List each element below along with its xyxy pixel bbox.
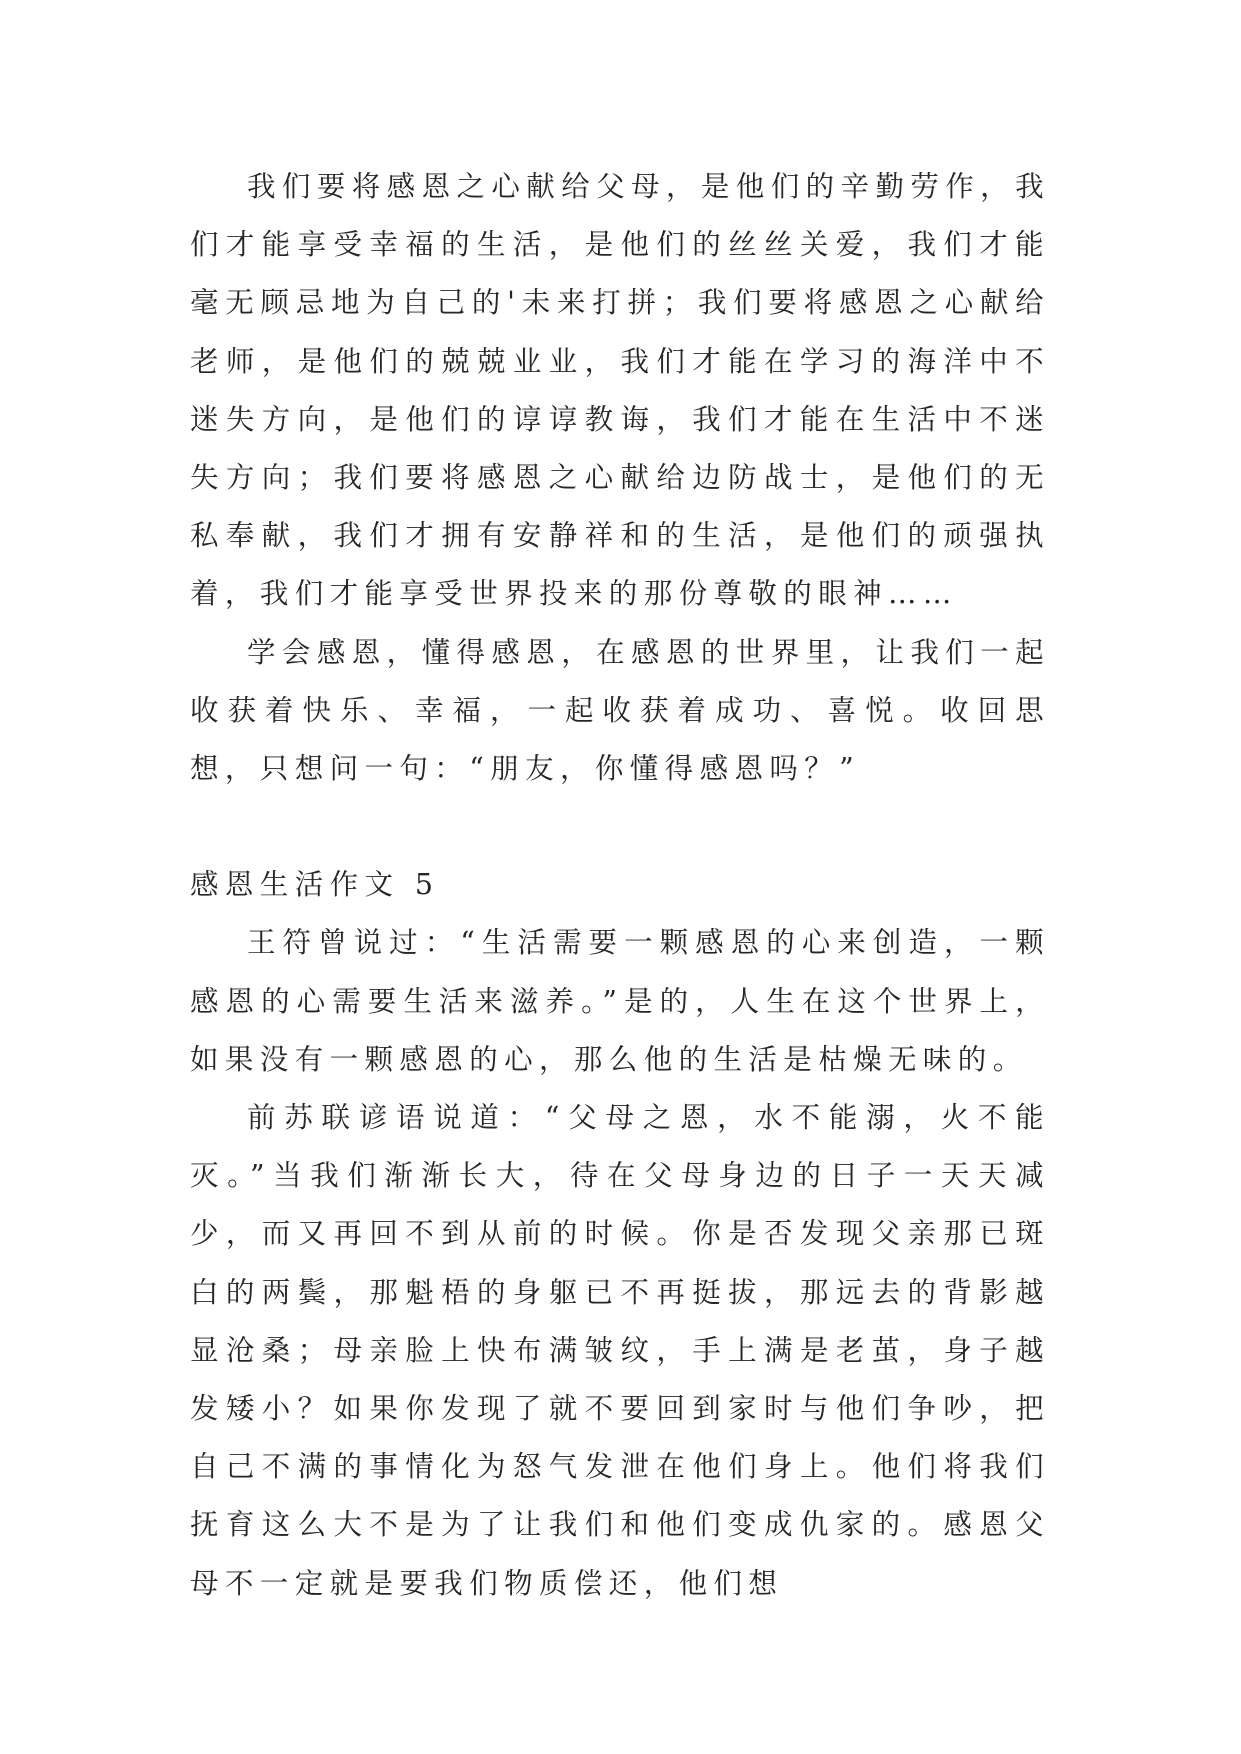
document-body xyxy=(190,158,1050,1613)
paragraph-learn-gratitude: 学会感恩，懂得感恩，在感恩的世界里，让我们一起收获着快乐、幸福，一起收获着成功、喜悦。收回思想，只想问一句：“朋友，你懂得感恩吗？” xyxy=(190,635,1050,786)
section-spacer xyxy=(190,798,1050,856)
paragraph-soviet-proverb: 前苏联谚语说道：“父母之恩，水不能溺，火不能灭。”当我们渐渐长大，待在父母身边的日子一天天减少，而又再回不到从前的时候。你是否发现父亲那已斑白的两鬓，那魁梧的身躯已不再挺拔，那远去的背影越显沧桑；母亲脸上快布满皱纹，手上满是老茧，身子越发矮小？如果你发现了就不要回到家时与他们争吵，把自己不满的事情化为怒气发泄在他们身上。他们将我们抚育这么大不是为了让我们和他们变成仇家的。感恩父母不一定就是要我们物质偿还，他们想 xyxy=(190,1101,1050,1600)
paragraph-gratitude-dedication: 我们要将感恩之心献给父母，是他们的辛勤劳作，我们才能享受幸福的生活，是他们的丝丝关爱，我们才能毫无顾忌地为自己的'未来打拼；我们要将感恩之心献给老师，是他们的兢兢业业，我们才能在学习的海洋中不迷失方向，是他们的谆谆教诲，我们才能在生活中不迷失方向；我们要将感恩之心献给边防战士，是他们的无私奉献，我们才拥有安静祥和的生活，是他们的顽强执着，我们才能享受世界投来的那份尊敬的眼神…… xyxy=(190,170,1050,611)
section-title: 感恩生活作文 5 xyxy=(190,868,440,902)
paragraph-wang-fu-quote: 王符曾说过：“生活需要一颗感恩的心来创造，一颗感恩的心需要生活来滋养。”是的，人生在这个世界上，如果没有一颗感恩的心，那么他的生活是枯燥无味的。 xyxy=(190,926,1050,1076)
